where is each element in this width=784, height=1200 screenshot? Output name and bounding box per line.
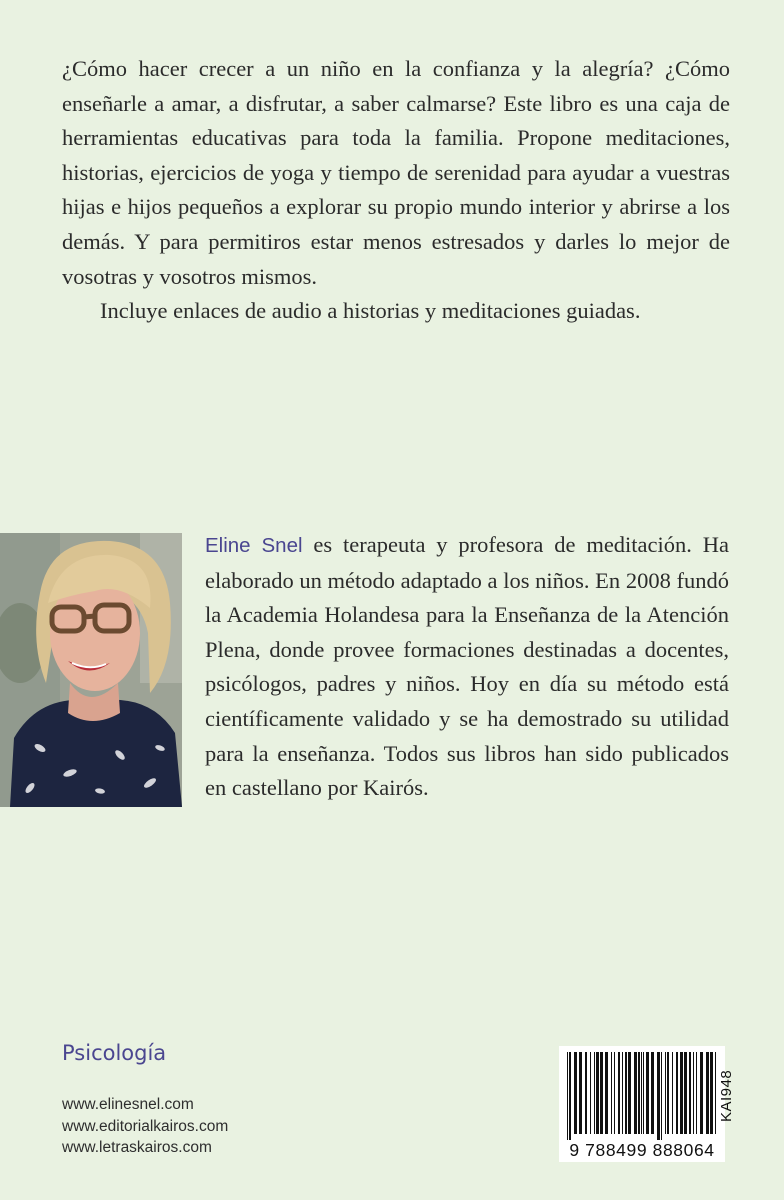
link-publisher-site[interactable]: www.editorialkairos.com (62, 1117, 229, 1135)
blurb-paragraph: ¿Cómo hacer crecer a un niño en la confianza y la alegría? ¿Cómo enseñarle a amar, a disfrutar, a saber calmarse? Este libro es una caja de herramientas educativas para toda la familia. Propone meditaciones, historias, ejercicios de yoga y tiempo de serenidad para ayudar a vuestras hijas e hijos pequeños a explorar su propio mundo interior y abrirse a los demás. Y para permitiros estar menos estresados y darles lo mejor de vosotras y vosotros mismos. (62, 56, 730, 289)
website-links (62, 1094, 228, 1159)
barcode-bar (693, 1052, 694, 1134)
barcode-bar (569, 1052, 571, 1140)
barcode-bar (672, 1052, 673, 1134)
barcode-bar (625, 1052, 627, 1134)
barcode-bar (585, 1052, 587, 1134)
product-code: KAI948 (718, 1069, 735, 1122)
isbn-barcode (559, 1046, 725, 1162)
barcode-bar (590, 1052, 591, 1134)
isbn-number: 9 788499 888064 (569, 1140, 715, 1160)
barcode-bar (634, 1052, 637, 1134)
barcode-bar (643, 1052, 644, 1134)
barcode-bar (651, 1052, 654, 1134)
blurb-audio-note: Incluye enlaces de audio a historias y meditaciones guiadas. (100, 298, 641, 324)
barcode-bar (641, 1052, 642, 1134)
author-name: Eline Snel (205, 534, 303, 557)
barcode-bar (715, 1052, 716, 1134)
barcode-bar (680, 1052, 683, 1134)
barcode-bar (611, 1052, 612, 1134)
barcode-bar (657, 1052, 660, 1140)
barcode-bar (596, 1052, 599, 1134)
barcode-bar (579, 1052, 582, 1134)
barcode-bar (614, 1052, 615, 1134)
barcode-bar (700, 1052, 703, 1134)
link-letras-site[interactable]: www.letraskairos.com (62, 1139, 212, 1156)
author-bio (205, 528, 729, 806)
barcode-bar (618, 1052, 620, 1134)
barcode-bar (689, 1052, 691, 1134)
barcode-bar (667, 1052, 669, 1134)
barcode-bar (638, 1052, 640, 1134)
barcode-bar (605, 1052, 608, 1134)
barcode-bar (622, 1052, 623, 1134)
author-photo (0, 533, 182, 807)
barcode-bar (684, 1052, 687, 1134)
barcode-bar (710, 1052, 713, 1134)
barcode-bars (559, 1046, 725, 1140)
barcode-bar (567, 1052, 568, 1140)
barcode-bar (661, 1052, 662, 1140)
barcode-bar (574, 1052, 577, 1134)
category-label: Psicología (62, 1041, 167, 1065)
barcode-bar (628, 1052, 631, 1134)
barcode-bar (594, 1052, 595, 1134)
barcode-bar (696, 1052, 697, 1134)
barcode-bar (676, 1052, 678, 1134)
author-bio-text: es terapeuta y profesora de meditación. Ha elaborado un método adaptado a los niños. En 2008 fundó la Academia Holandesa para la Enseñanza de la Atención Plena, donde provee formaciones destinadas a docentes, psicólogos, padres y niños. Hoy en día su método está científicamente validado y se ha demostrado su utilidad para la enseñanza. Todos sus libros han sido publicados en castellano por Kairós. (205, 532, 730, 801)
author-portrait-illustration (0, 533, 182, 807)
link-author-site[interactable]: www.elinesnel.com (62, 1096, 194, 1113)
barcode-bar (646, 1052, 649, 1134)
barcode-bar (600, 1052, 603, 1134)
barcode-bar (706, 1052, 709, 1134)
back-cover-blurb (62, 52, 730, 329)
barcode-bar (665, 1052, 666, 1134)
